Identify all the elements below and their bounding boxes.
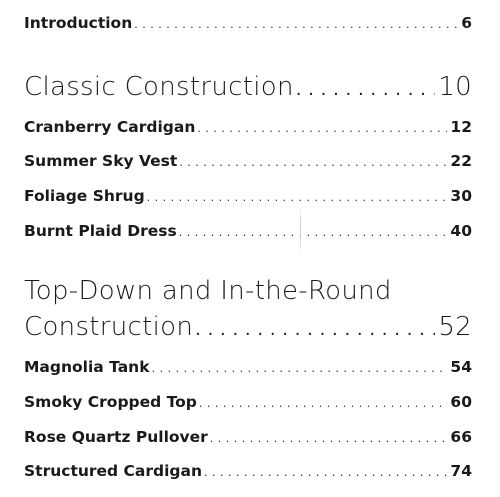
- entry-title: Cranberry Cardigan: [24, 118, 196, 136]
- dot-leader: [197, 122, 447, 135]
- entry-title: Summer Sky Vest: [24, 152, 178, 170]
- dot-leader: [147, 191, 448, 204]
- toc-entry-introduction[interactable]: [24, 14, 472, 32]
- toc-entry[interactable]: [24, 152, 472, 170]
- entry-page-number: 22: [450, 152, 472, 170]
- section-title-line1: Top-Down and In-the-Round: [24, 276, 392, 306]
- entry-page-number: 30: [450, 187, 472, 205]
- section-page-number: 10: [438, 72, 472, 102]
- entry-page-number: 6: [461, 14, 472, 32]
- entry-page-number: 60: [450, 393, 472, 411]
- dot-leader: [210, 432, 448, 445]
- toc-section-top-down[interactable]: [24, 312, 472, 342]
- dot-leader: [204, 466, 447, 479]
- entry-page-number: 54: [450, 358, 472, 376]
- toc-entry[interactable]: [24, 222, 472, 240]
- dot-leader: [179, 156, 447, 169]
- entry-page-number: 74: [450, 462, 472, 480]
- dot-leader: [152, 362, 448, 375]
- toc-section-classic-construction[interactable]: [24, 72, 472, 102]
- table-of-contents: [24, 0, 472, 497]
- entry-title: Foliage Shrug: [24, 187, 145, 205]
- dot-leader: [179, 226, 448, 239]
- section-page-number: 52: [438, 312, 472, 342]
- toc-entry[interactable]: [24, 462, 472, 480]
- entry-title: Magnolia Tank: [24, 358, 150, 376]
- entry-title: Smoky Cropped Top: [24, 393, 197, 411]
- dot-leader: [195, 319, 435, 340]
- toc-entry[interactable]: [24, 118, 472, 136]
- entry-page-number: 66: [450, 428, 472, 446]
- entry-page-number: 40: [450, 222, 472, 240]
- dot-leader: [199, 397, 448, 410]
- dot-leader: [296, 79, 436, 100]
- entry-title: Structured Cardigan: [24, 462, 203, 480]
- toc-entry[interactable]: [24, 358, 472, 376]
- section-title: Classic Construction: [24, 72, 294, 102]
- toc-entry[interactable]: [24, 428, 472, 446]
- entry-title: Burnt Plaid Dress: [24, 222, 177, 240]
- toc-entry[interactable]: [24, 393, 472, 411]
- page-crease: [300, 206, 301, 256]
- dot-leader: [134, 18, 458, 31]
- section-title: Construction: [24, 312, 194, 342]
- entry-title: Rose Quartz Pullover: [24, 428, 208, 446]
- toc-entry[interactable]: [24, 187, 472, 205]
- entry-page-number: 12: [450, 118, 472, 136]
- entry-title: Introduction: [24, 14, 133, 32]
